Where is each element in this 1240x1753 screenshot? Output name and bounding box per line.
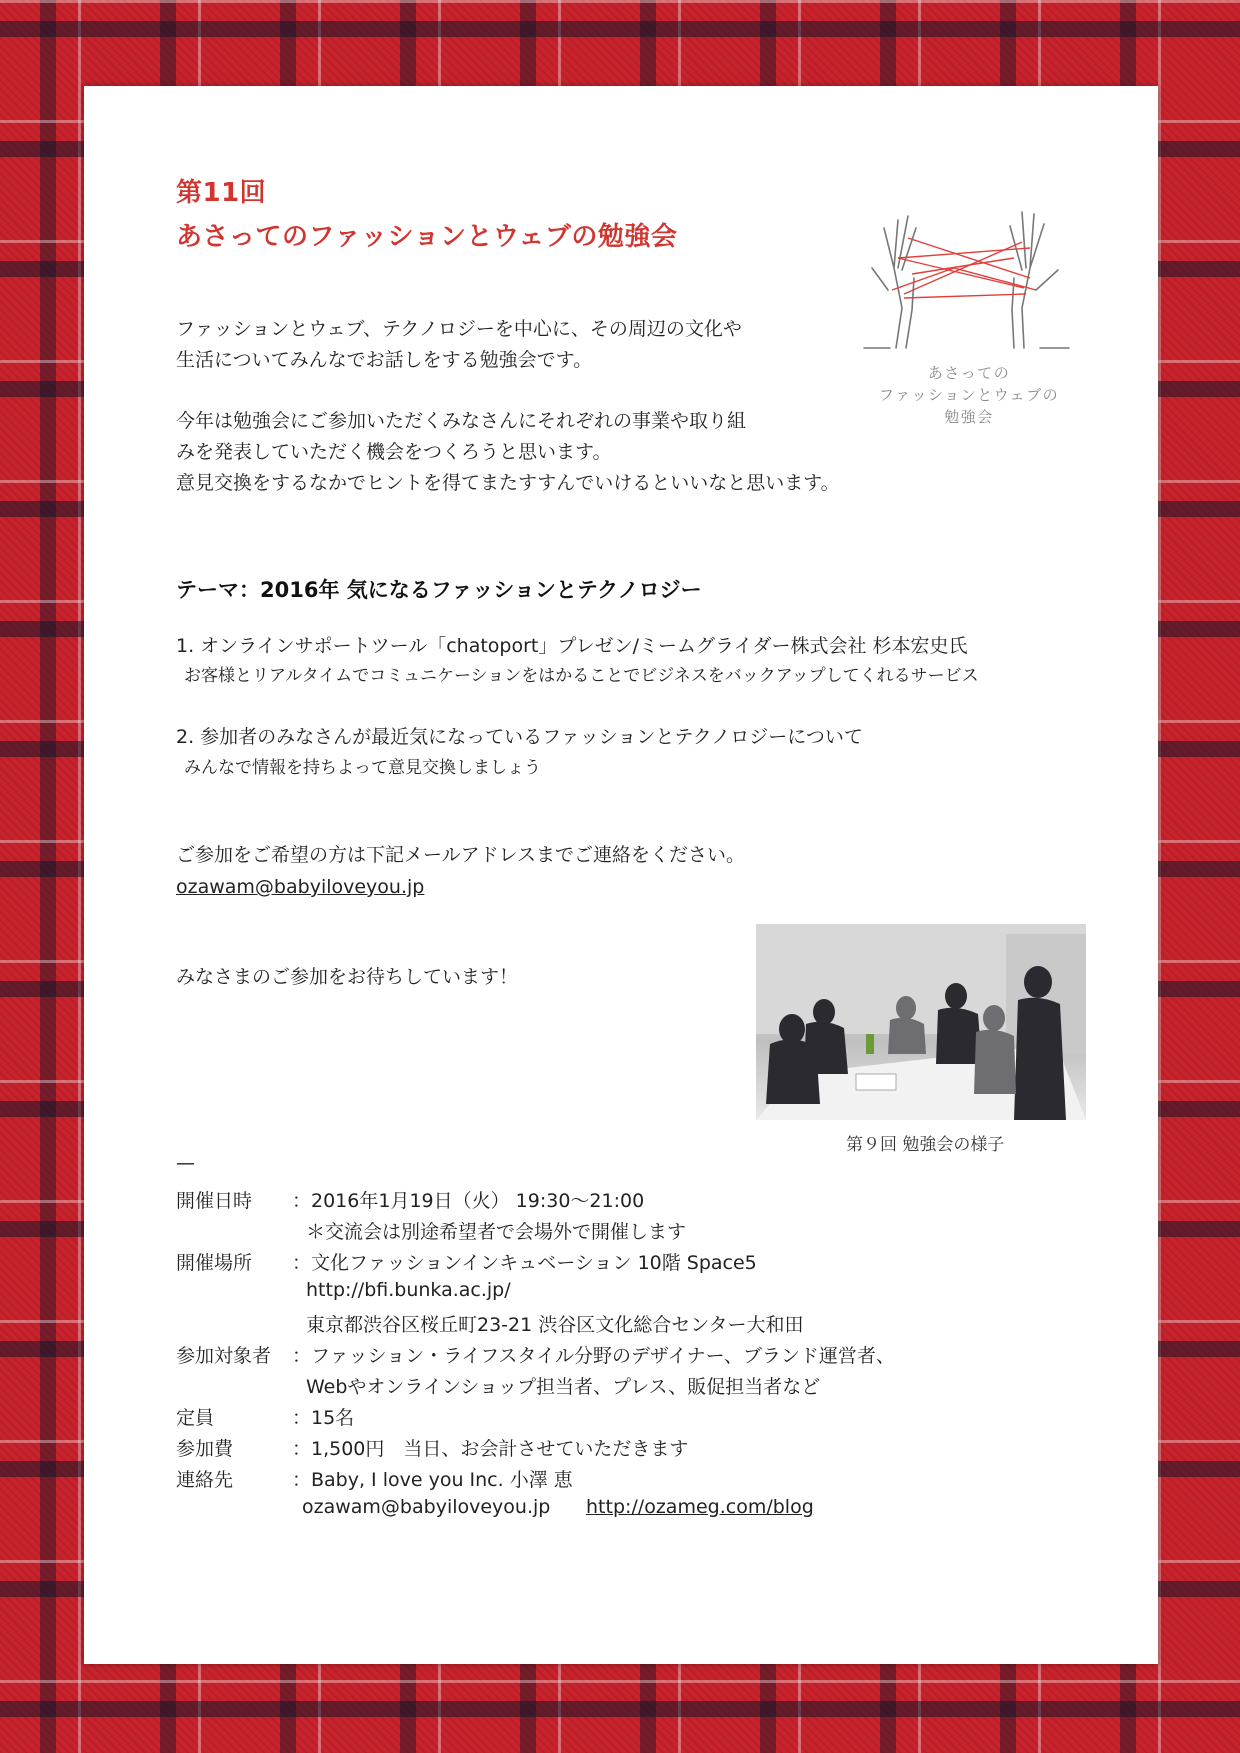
theme-item-1-title: 1. オンラインサポートツール「chatoport」プレゼン/ミームグライダー株式会社 杉本宏史氏 [176,635,968,657]
intro-p2-line2: みを発表していただく機会をつくろうと思います。 [176,441,612,463]
theme-item-2-desc: みんなで情報を持ちよって意見交換しましょう [184,758,541,778]
contact-email[interactable]: ozawam@babyiloveyou.jp [302,1496,551,1518]
page-title: あさってのファッションとウェブの勉強会 [176,222,678,252]
flyer-paper [84,86,1158,1664]
capacity-value: ：15名 [292,1407,355,1429]
logo-text-line3: 勉強会 [944,408,994,426]
intro-p1-line1: ファッションとウェブ、テクノロジーを中心に、その周辺の文化や [176,318,742,340]
target-value-2: Webやオンラインショップ担当者、プレス、販促担当者など [306,1376,821,1398]
venue-address: 東京都渋谷区桜丘町23-21 渋谷区文化総合センター大和田 [306,1314,804,1336]
fee-label: 参加費 [176,1438,234,1460]
theme-item-2-title: 2. 参加者のみなさんが最近気になっているファッションとテクノロジーについて [176,726,863,748]
intro-paragraph-2 [176,406,840,499]
date-value: ：2016年1月19日（火） 19:30〜21:00 [292,1190,645,1212]
contact-label: 連絡先 [176,1469,234,1491]
contact-call-text: ご参加をご希望の方は下記メールアドレスまでご連絡をください。 [176,844,746,866]
contact-email-link[interactable]: ozawam@babyiloveyou.jp [176,876,425,898]
fee-value: ：1,500円 当日、お会計させていただきます [292,1438,689,1460]
contact-value: ：Baby, I love you Inc. 小澤 恵 [292,1469,573,1491]
venue-url-link[interactable]: http://bfi.bunka.ac.jp/ [306,1279,511,1301]
intro-paragraph-1 [176,314,742,376]
date-label: 開催日時 [176,1190,253,1212]
blog-link[interactable]: http://ozameg.com/blog [586,1496,814,1518]
photo-caption: 第９回 勉強会の様子 [846,1135,1005,1155]
logo-text-line2: ファッションとウェブの [878,386,1060,404]
logo [854,198,1084,438]
theme-heading: テーマ：2016年 気になるファッションとテクノロジー [176,578,702,602]
venue-value: ：文化ファッションインキュベーション 10階 Space5 [292,1252,757,1274]
intro-p2-line1: 今年は勉強会にご参加いただくみなさんにそれぞれの事業や取り組 [176,410,747,432]
title-number: 第11回 [176,178,267,208]
welcome-text: みなさまのご参加をお待ちしています！ [176,966,519,988]
target-label: 参加対象者 [176,1345,272,1367]
intro-p1-line2: 生活についてみんなでお話しをする勉強会です。 [176,349,593,371]
intro-p2-line3: 意見交換をするなかでヒントを得てまたすすんでいけるといいなと思います。 [176,472,840,494]
theme-item-1-desc: お客様とリアルタイムでコミュニケーションをはかることでビジネスをバックアップしてくれるサービス [184,666,979,686]
date-note: ＊交流会は別途希望者で会場外で開催します [306,1221,687,1243]
venue-label: 開催場所 [176,1252,253,1274]
logo-text-line1: あさっての [927,364,1011,382]
target-value: ：ファッション・ライフスタイル分野のデザイナー、ブランド運営者、 [292,1345,895,1367]
hands-string-icon [854,198,1084,358]
meeting-photo [756,924,1086,1120]
section-divider: — [176,1152,195,1174]
capacity-label: 定員 [176,1407,215,1429]
